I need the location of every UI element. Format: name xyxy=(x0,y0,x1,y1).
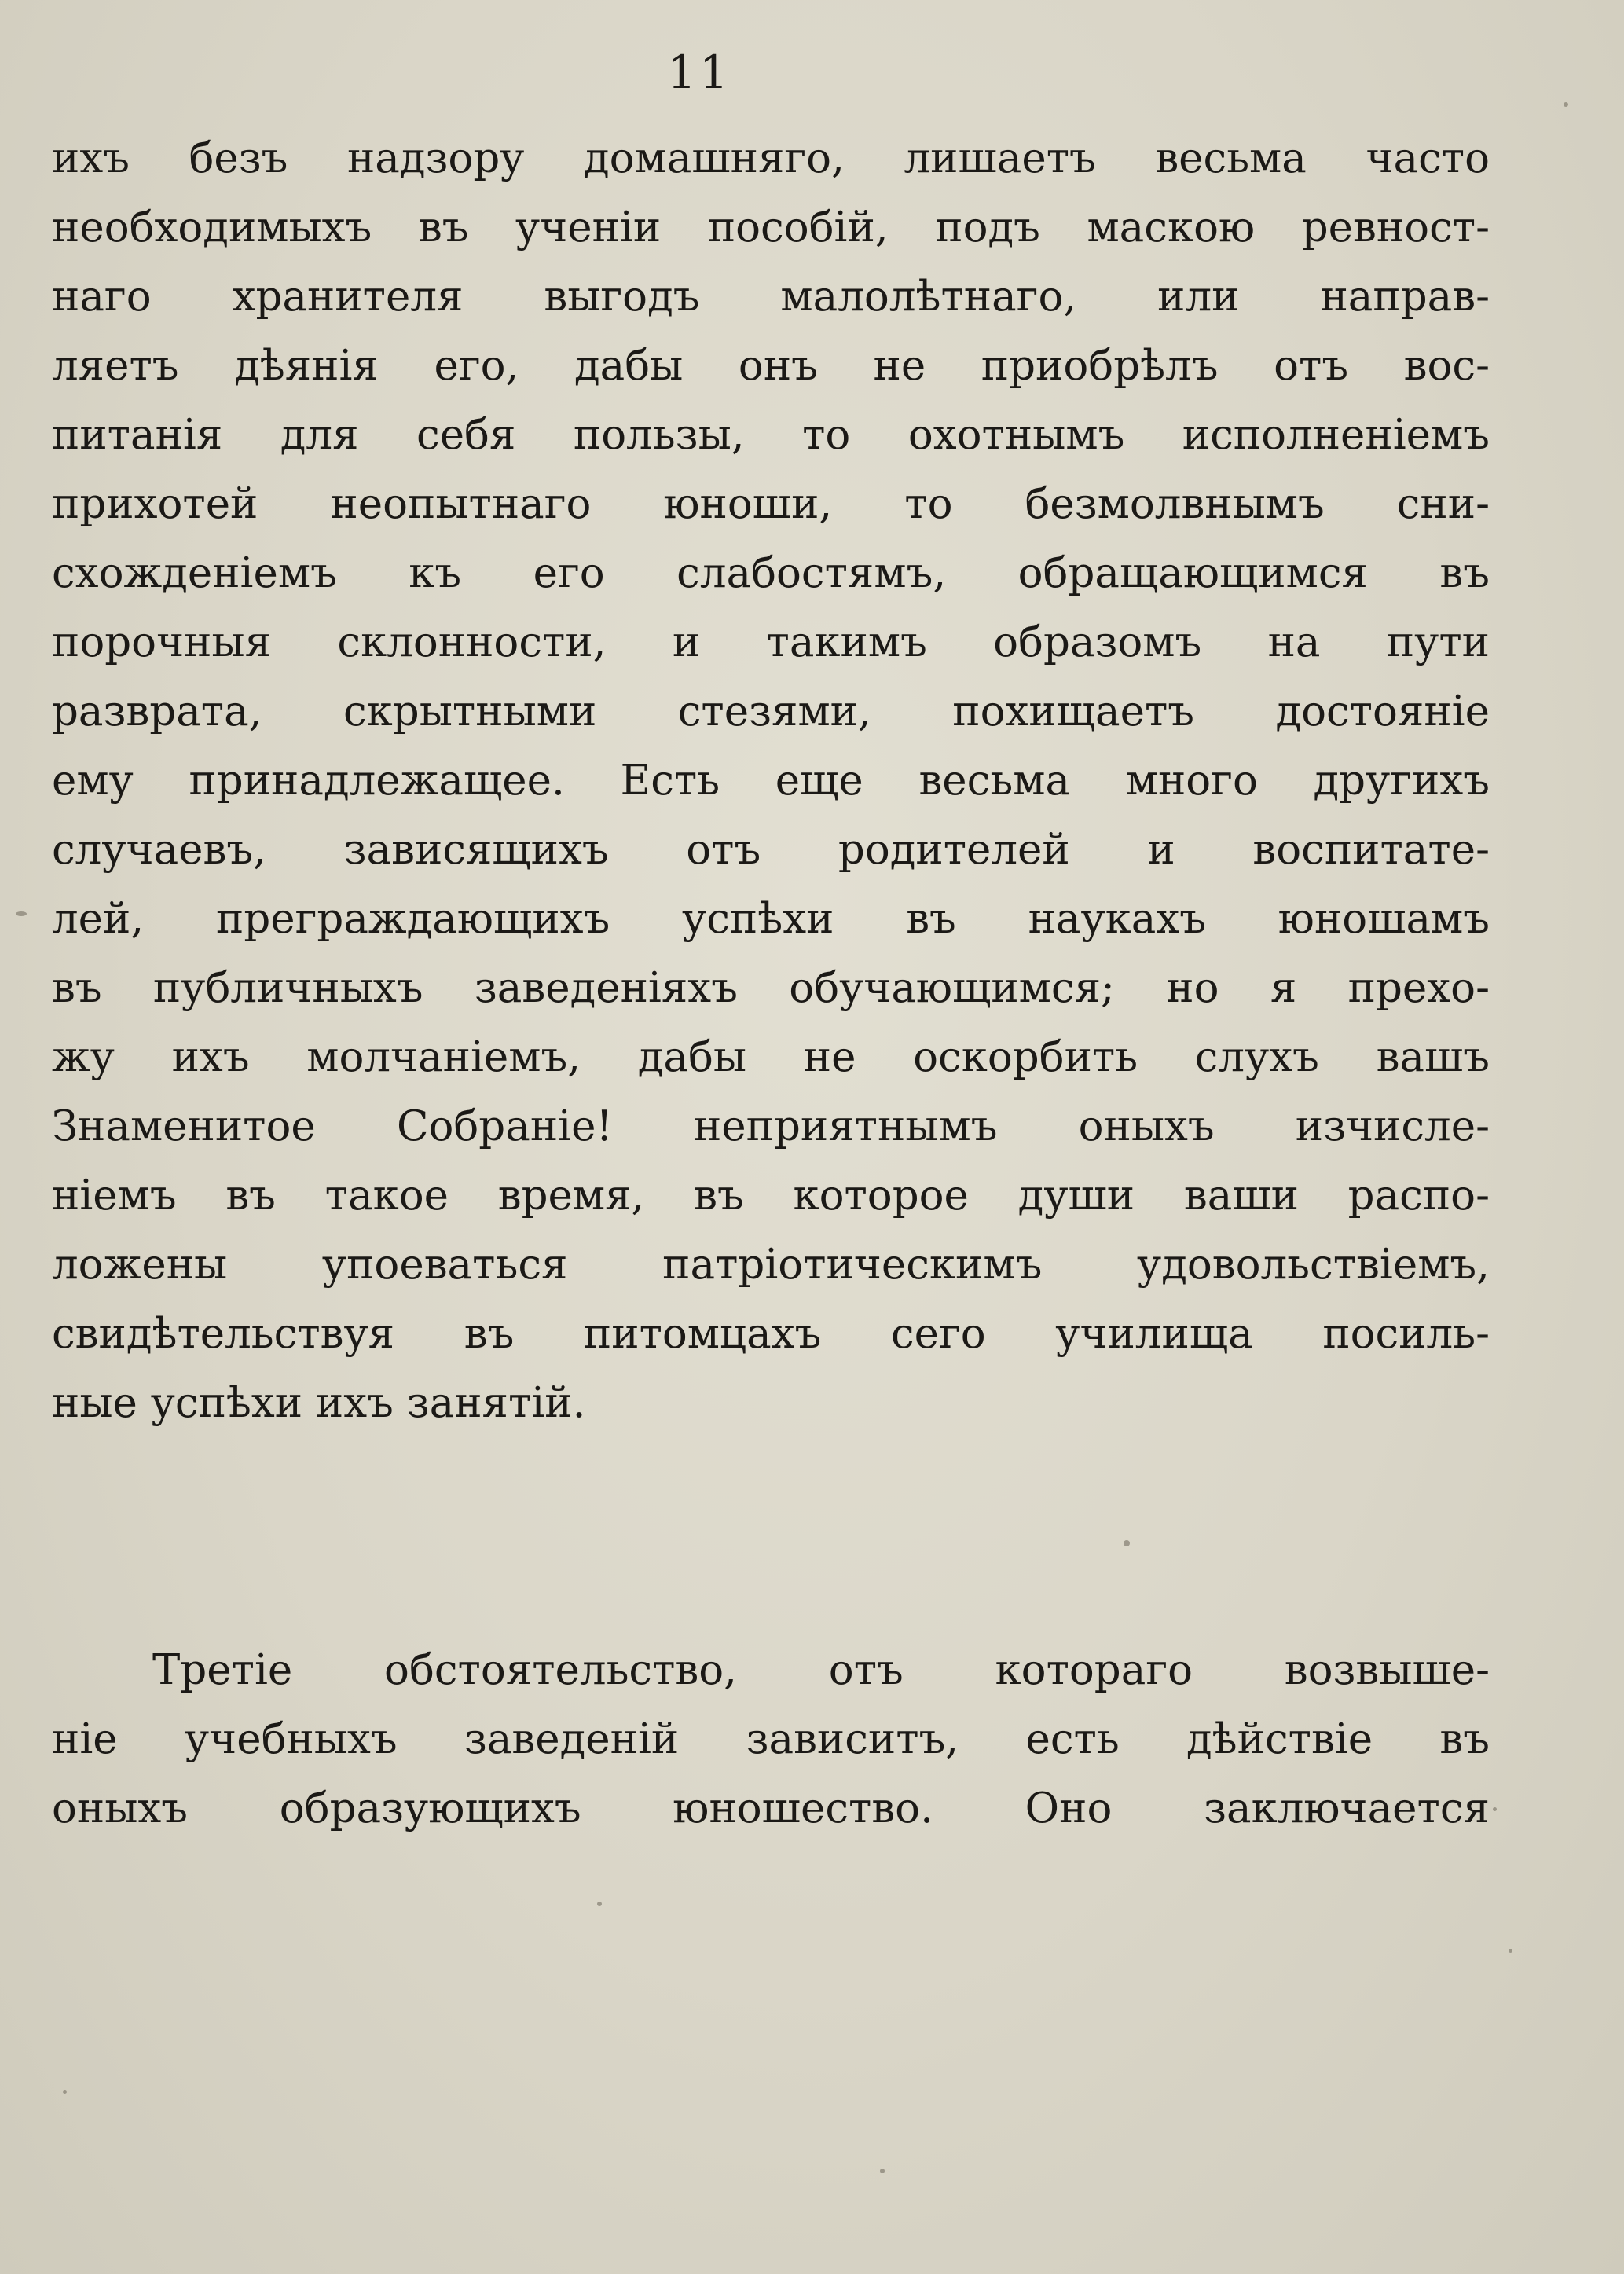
text-line: въ публичныхъ заведеніяхъ обучающимся; но я прехо- xyxy=(52,964,1490,1012)
paper-speck xyxy=(1124,1540,1130,1546)
paper-speck xyxy=(1493,1807,1497,1811)
text-line: случаевъ, зависящихъ отъ родителей и воспитате- xyxy=(52,826,1490,874)
text-line: жу ихъ молчаніемъ, дабы не оскорбить слухъ вашъ xyxy=(52,1033,1490,1081)
text-line: ные успѣхи ихъ занятій. xyxy=(52,1379,586,1427)
text-line: ніемъ въ такое время, въ которое души ваши распо- xyxy=(52,1172,1490,1220)
paper-speck xyxy=(597,1902,602,1906)
text-line: прихотей неопытнаго юноши, то безмолвнымъ сни- xyxy=(52,480,1490,528)
text-line: разврата, скрытными стезями, похищаетъ достояніе xyxy=(52,688,1490,735)
paper-speck xyxy=(16,911,27,916)
text-line: ляетъ дѣянія его, дабы онъ не приобрѣлъ отъ вос- xyxy=(52,342,1490,390)
text-line: Третіе обстоятельство, отъ котораго возвыше- xyxy=(152,1646,1490,1694)
text-line: необходимыхъ въ ученіи пособій, подъ маскою ревност- xyxy=(52,204,1490,251)
text-line: порочныя склонности, и такимъ образомъ на пути xyxy=(52,618,1490,666)
text-line: схожденіемъ къ его слабостямъ, обращающимся въ xyxy=(52,549,1490,597)
text-line: Знаменитое Собраніе! неприятнымъ оныхъ изчисле- xyxy=(52,1102,1490,1150)
paragraph-1 xyxy=(52,124,1490,1438)
text-line: ніе учебныхъ заведеній зависитъ, есть дѣйствіе въ xyxy=(52,1715,1490,1763)
text-line: ихъ безъ надзору домашняго, лишаетъ весьма часто xyxy=(52,134,1490,182)
text-line: ему принадлежащее. Есть еще весьма много другихъ xyxy=(52,757,1490,805)
paper-speck xyxy=(63,2090,67,2094)
text-line: оныхъ образующихъ юношество. Оно заключается xyxy=(52,1784,1490,1832)
paper-speck xyxy=(1509,1949,1512,1953)
text-line: наго хранителя выгодъ малолѣтнаго, или направ- xyxy=(52,273,1490,321)
page-number: 11 xyxy=(667,46,731,99)
paper-speck xyxy=(1564,102,1568,107)
paragraph-2 xyxy=(52,1636,1490,1843)
paper-speck xyxy=(880,2169,885,2173)
text-line: питанія для себя пользы, то охотнымъ исполненіемъ xyxy=(52,411,1490,459)
text-line: ложены упоеваться патріотическимъ удовольствіемъ, xyxy=(52,1241,1490,1289)
text-line: лей, преграждающихъ успѣхи въ наукахъ юношамъ xyxy=(52,895,1490,943)
text-line: свидѣтельствуя въ питомцахъ сего училища посиль- xyxy=(52,1310,1490,1358)
